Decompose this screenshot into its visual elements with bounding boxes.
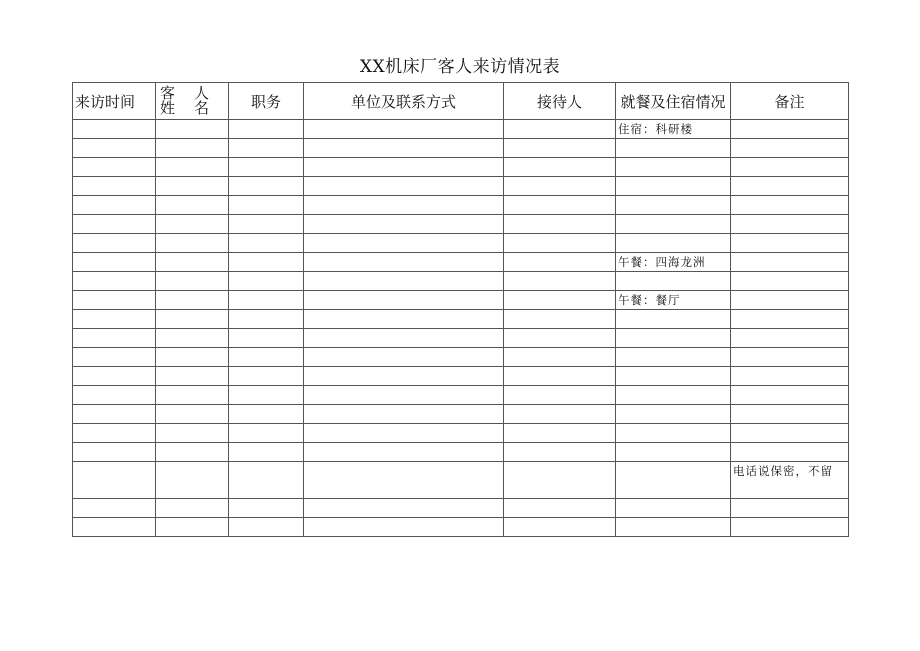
table-cell	[504, 215, 616, 234]
table-cell	[73, 348, 156, 367]
table-row	[73, 196, 849, 215]
table-cell	[504, 158, 616, 177]
table-cell	[73, 367, 156, 386]
table-cell	[229, 518, 304, 537]
table-cell	[304, 158, 504, 177]
header-receptionist: 接待人	[504, 83, 616, 120]
table-cell	[504, 139, 616, 158]
table-cell	[616, 291, 731, 310]
table-row	[73, 329, 849, 348]
table-cell	[73, 499, 156, 518]
table-cell	[504, 518, 616, 537]
meal-lodging-note: 住宿：科研楼	[618, 122, 693, 136]
header-remarks: 备注	[731, 83, 849, 120]
table-cell	[156, 386, 229, 405]
table-cell	[229, 291, 304, 310]
table-cell	[731, 196, 849, 215]
table-cell	[616, 329, 731, 348]
table-cell	[731, 272, 849, 291]
table-cell	[73, 158, 156, 177]
table-cell	[229, 329, 304, 348]
table-cell	[229, 348, 304, 367]
table-cell	[731, 462, 849, 499]
table-cell	[616, 443, 731, 462]
table-row	[73, 272, 849, 291]
table-cell	[616, 234, 731, 253]
table-cell	[156, 367, 229, 386]
table-cell	[73, 177, 156, 196]
table-cell	[156, 310, 229, 329]
table-cell	[616, 462, 731, 499]
table-row	[73, 120, 849, 139]
table-cell	[156, 424, 229, 443]
table-row	[73, 310, 849, 329]
table-cell	[731, 177, 849, 196]
table-cell	[304, 139, 504, 158]
table-cell	[304, 499, 504, 518]
table-cell	[616, 348, 731, 367]
table-cell	[156, 120, 229, 139]
table-cell	[229, 196, 304, 215]
table-cell	[731, 424, 849, 443]
table-cell	[731, 215, 849, 234]
table-cell	[731, 518, 849, 537]
table-row	[73, 386, 849, 405]
table-cell	[731, 120, 849, 139]
table-cell	[304, 367, 504, 386]
table-row	[73, 499, 849, 518]
table-cell	[504, 272, 616, 291]
table-cell	[616, 386, 731, 405]
table-cell	[73, 329, 156, 348]
table-cell	[229, 499, 304, 518]
table-row	[73, 177, 849, 196]
table-cell	[156, 196, 229, 215]
table-cell	[229, 120, 304, 139]
table-cell	[616, 215, 731, 234]
table-cell	[73, 443, 156, 462]
table-cell	[229, 310, 304, 329]
table-cell	[156, 139, 229, 158]
table-cell	[616, 405, 731, 424]
table-cell	[304, 177, 504, 196]
table-cell	[731, 158, 849, 177]
table-row	[73, 367, 849, 386]
table-cell	[304, 329, 504, 348]
table-cell	[73, 386, 156, 405]
table-cell	[156, 499, 229, 518]
table-cell	[616, 367, 731, 386]
table-cell	[73, 196, 156, 215]
table-cell	[504, 120, 616, 139]
table-cell	[229, 272, 304, 291]
table-cell	[156, 348, 229, 367]
meal-lodging-note: 午餐：餐厅	[618, 293, 681, 307]
table-cell	[304, 215, 504, 234]
table-cell	[616, 158, 731, 177]
table-cell	[731, 310, 849, 329]
table-row	[73, 405, 849, 424]
table-cell	[504, 367, 616, 386]
table-cell	[616, 253, 731, 272]
table-cell	[73, 405, 156, 424]
table-cell	[229, 177, 304, 196]
header-position: 职务	[229, 83, 304, 120]
table-cell	[73, 215, 156, 234]
table-cell	[616, 177, 731, 196]
table-cell	[229, 405, 304, 424]
table-row	[73, 443, 849, 462]
table-cell	[616, 196, 731, 215]
table-cell	[73, 424, 156, 443]
table-row	[73, 139, 849, 158]
table-cell	[731, 253, 849, 272]
table-cell	[304, 386, 504, 405]
header-guest-name-char: 名	[194, 99, 210, 117]
table-cell	[616, 120, 731, 139]
table-cell	[229, 386, 304, 405]
table-cell	[229, 443, 304, 462]
table-cell	[304, 424, 504, 443]
table-cell	[504, 386, 616, 405]
header-guest-name-char: 姓	[160, 99, 176, 117]
header-unit-contact: 单位及联系方式	[304, 83, 504, 120]
table-cell	[504, 424, 616, 443]
table-cell	[304, 462, 504, 499]
table-cell	[73, 253, 156, 272]
table-cell	[156, 329, 229, 348]
table-cell	[731, 405, 849, 424]
table-cell	[616, 424, 731, 443]
table-cell	[616, 499, 731, 518]
table-cell	[304, 120, 504, 139]
table-cell	[156, 405, 229, 424]
table-cell	[304, 310, 504, 329]
meal-lodging-note: 午餐：四海龙洲	[618, 255, 706, 269]
table-cell	[156, 234, 229, 253]
table-row	[73, 291, 849, 310]
page-title: XX机床厂客人来访情况表	[359, 57, 561, 77]
table-cell	[616, 139, 731, 158]
table-cell	[504, 196, 616, 215]
table-cell	[229, 158, 304, 177]
table-cell	[731, 386, 849, 405]
table-cell	[731, 329, 849, 348]
table-cell	[73, 120, 156, 139]
table-cell	[504, 462, 616, 499]
table-cell	[731, 367, 849, 386]
header-guest-name-char: 人	[194, 84, 210, 102]
table-cell	[229, 139, 304, 158]
table-cell	[156, 272, 229, 291]
table-cell	[229, 215, 304, 234]
table-cell	[304, 518, 504, 537]
header-guest-name-char: 客	[160, 84, 176, 102]
table-cell	[156, 158, 229, 177]
table-cell	[504, 443, 616, 462]
table-cell	[504, 405, 616, 424]
visitor-table	[72, 82, 849, 537]
table-row	[73, 253, 849, 272]
table-cell	[731, 291, 849, 310]
header-meal-lodging: 就餐及住宿情况	[616, 83, 731, 120]
table-cell	[731, 499, 849, 518]
header-guest-name	[156, 83, 229, 120]
table-cell	[504, 253, 616, 272]
table-cell	[229, 234, 304, 253]
table-cell	[731, 139, 849, 158]
table-cell	[156, 443, 229, 462]
table-cell	[73, 462, 156, 499]
table-row	[73, 215, 849, 234]
table-cell	[229, 253, 304, 272]
table-cell	[73, 234, 156, 253]
table-row	[73, 234, 849, 253]
table-cell	[304, 253, 504, 272]
table-cell	[504, 348, 616, 367]
table-cell	[304, 443, 504, 462]
table-cell	[229, 462, 304, 499]
table-cell	[504, 291, 616, 310]
table-cell	[156, 518, 229, 537]
header-row	[73, 83, 849, 120]
table-cell	[73, 272, 156, 291]
table-cell	[73, 139, 156, 158]
table-cell	[616, 272, 731, 291]
table-cell	[156, 215, 229, 234]
header-visit-time: 来访时间	[73, 83, 156, 120]
table-row	[73, 518, 849, 537]
table-cell	[304, 405, 504, 424]
table-cell	[304, 196, 504, 215]
table-row	[73, 348, 849, 367]
table-cell	[229, 424, 304, 443]
table-cell	[229, 367, 304, 386]
table-cell	[73, 518, 156, 537]
table-cell	[73, 291, 156, 310]
table-cell	[504, 177, 616, 196]
table-cell	[156, 462, 229, 499]
table-row	[73, 424, 849, 443]
table-cell	[73, 310, 156, 329]
table-cell	[504, 310, 616, 329]
table-row	[73, 462, 849, 499]
table-cell	[156, 177, 229, 196]
remarks-note: 电话说保密，不留	[733, 464, 833, 478]
table-cell	[616, 518, 731, 537]
table-cell	[731, 234, 849, 253]
table-cell	[731, 443, 849, 462]
table-cell	[731, 348, 849, 367]
table-cell	[504, 329, 616, 348]
table-cell	[504, 499, 616, 518]
table-row	[73, 158, 849, 177]
table-cell	[504, 234, 616, 253]
table-cell	[616, 310, 731, 329]
table-cell	[304, 348, 504, 367]
table-cell	[156, 253, 229, 272]
table-cell	[156, 291, 229, 310]
table-cell	[304, 272, 504, 291]
table-cell	[304, 291, 504, 310]
table-cell	[304, 234, 504, 253]
